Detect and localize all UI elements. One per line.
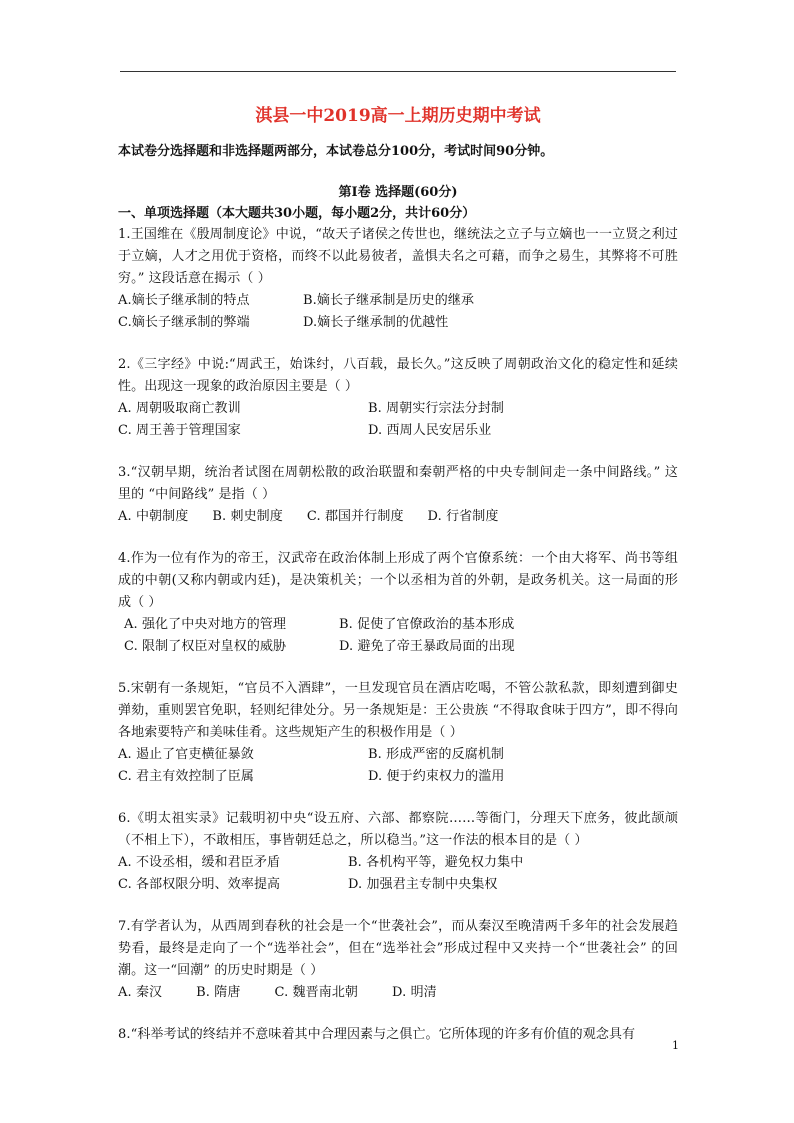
option-d: D. 加强君主专制中央集权 xyxy=(348,877,498,892)
question-stem: 2.《三字经》中说:“周武王，始诛纣，八百载，最长久。”这反映了周朝政治文化的稳定性和延续性。出现这一现象的政治原因主要是（ ） xyxy=(118,357,678,394)
option-d: D. 避免了帝王暴政局面的出现 xyxy=(339,639,515,654)
option-b: B. 刺史制度 xyxy=(212,509,283,524)
option-b: B. 形成严密的反腐机制 xyxy=(368,747,505,762)
question-stem: 5.宋朝有一条规矩，“官员不入酒肆”，一旦发现官员在酒店吃喝，不管公款私款，即刻遭到御史弹劾，重则罢官免职，轻则纪律处分。另一条规矩是：王公贵族 “不得取食味于四方”，即不得向各地索要特产和美味佳肴。这些规矩产生的积极作用是（ ） xyxy=(118,681,678,740)
option-c: C. 周王善于管理国家 xyxy=(118,423,241,438)
option-d: D. 行省制度 xyxy=(427,509,499,524)
option-d: D. 便于约束权力的滥用 xyxy=(368,769,505,784)
section-title: 第Ⅰ卷 选择题(60分) xyxy=(338,185,458,200)
option-c: C. 限制了权臣对皇权的威胁 xyxy=(124,639,287,654)
question-stem: 1.王国维在《殷周制度论》中说，“故天子诸侯之传世也，继统法之立子与立嫡也一一立贤之利过于立嫡，人才之用优于资格，而终不以此易彼者，盖惧夫名之可藉，而争之易生，其弊将不可胜穷。” 这段话意在揭示（ ） xyxy=(118,227,678,286)
option-b: B. 周朝实行宗法分封制 xyxy=(368,401,505,416)
option-d: D.嫡长子继承制的优越性 xyxy=(303,315,449,330)
option-b: B. 各机构平等，避免权力集中 xyxy=(348,855,524,870)
option-a: A. 强化了中央对地方的管理 xyxy=(124,617,287,632)
option-c: C. 各部权限分明、效率提高 xyxy=(118,877,281,892)
question-7 xyxy=(118,916,678,1004)
option-a: A. 遏止了官吏横征暴敛 xyxy=(118,747,254,762)
question-8 xyxy=(118,1024,678,1046)
option-c: C.嫡长子继承制的弊端 xyxy=(118,315,250,330)
option-b: B. 隋唐 xyxy=(196,985,241,1000)
question-5 xyxy=(118,678,678,788)
part-title: 一、单项选择题（本大题共30小题，每小题2分，共计60分） xyxy=(118,206,476,221)
option-b: B. 促使了官僚政治的基本形成 xyxy=(339,617,515,632)
question-3 xyxy=(118,462,678,528)
option-a: A. 秦汉 xyxy=(118,985,163,1000)
option-a: A. 中朝制度 xyxy=(118,509,189,524)
option-c: C. 郡国并行制度 xyxy=(306,509,404,524)
question-stem: 7.有学者认为，从西周到春秋的社会是一个“世袭社会”，而从秦汉至晚清两千多年的社会发展趋势看，最终是走向了一个“选举社会”，但在“选举社会”形成过程中又夹持一个“世袭社会” 的回潮。这一“回潮” 的历史时期是（ ） xyxy=(118,919,678,978)
question-stem: 3.“汉朝早期，统治者试图在周朝松散的政治联盟和秦朝严格的中央专制间走一条中间路线。” 这里的 “中间路线” 是指（ ） xyxy=(118,465,678,502)
question-stem: 4.作为一位有作为的帝王，汉武帝在政治体制上形成了两个官僚系统：一个由大将军、尚书等组成的中朝(又称内朝或内廷)，是决策机关；一个以丞相为首的外朝，是政务机关。这一局面的形成（ ） xyxy=(118,551,678,610)
option-a: A. 周朝吸取商亡教训 xyxy=(118,401,241,416)
header-rule xyxy=(120,71,676,72)
question-1 xyxy=(118,224,678,334)
option-d: D. 西周人民安居乐业 xyxy=(368,423,492,438)
option-a: A. 不设丞相，缓和君臣矛盾 xyxy=(118,855,281,870)
question-stem: 8.“科举考试的终结并不意味着其中合理因素与之俱亡。它所体现的许多有价值的观念具有 xyxy=(118,1027,636,1042)
exam-intro: 本试卷分选择题和非选择题两部分，本试卷总分100分，考试时间90分钟。 xyxy=(118,144,554,159)
question-4 xyxy=(118,548,678,658)
exam-page xyxy=(118,104,678,1046)
option-c: C. 魏晋南北朝 xyxy=(274,985,359,1000)
question-stem: 6.《明太祖实录》记载明初中央“设五府、六部、都察院……等衙门，分理天下庶务，彼此颉颃（不相上下），不敢相压，事皆朝廷总之，所以稳当。”这一作法的根本目的是（ ） xyxy=(118,811,678,848)
question-6 xyxy=(118,808,678,896)
option-a: A.嫡长子继承制的特点 xyxy=(118,293,250,308)
option-c: C. 君主有效控制了臣属 xyxy=(118,769,254,784)
question-2 xyxy=(118,354,678,442)
option-d: D. 明清 xyxy=(392,985,437,1000)
page-number: 1 xyxy=(672,1039,679,1052)
exam-title: 淇县一中2019高一上期历史期中考试 xyxy=(255,106,541,126)
option-b: B.嫡长子继承制是历史的继承 xyxy=(303,293,475,308)
